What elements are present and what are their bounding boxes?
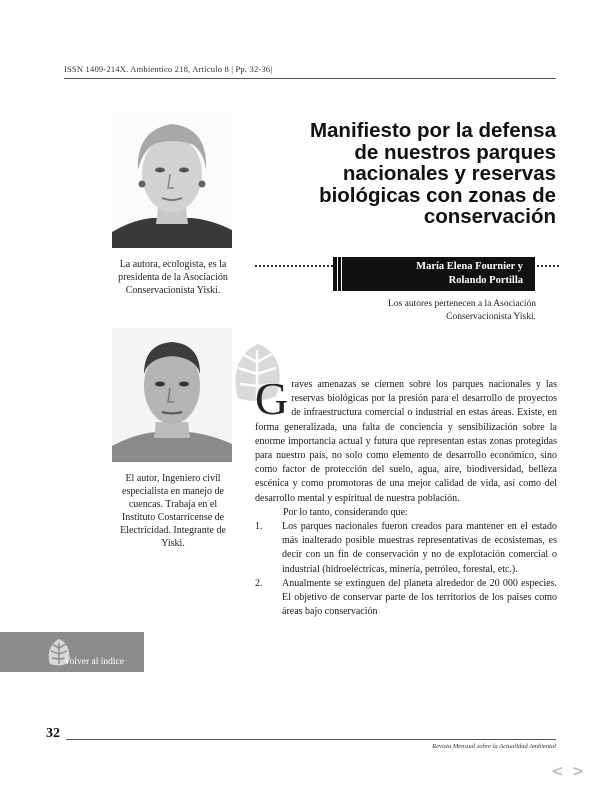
footer-divider (66, 739, 556, 740)
author-names-line-2: Rolando Portilla (448, 275, 523, 286)
list-item (255, 520, 557, 577)
list-item (255, 577, 557, 620)
author-2-caption: El autor, Ingeniero civil especialista en manejo de cuencas. Trabaja en el Instituto Costarricense de Electricidad. Integrante de Yiski. (120, 473, 226, 549)
author-box-accent (338, 257, 341, 291)
author-names-box (342, 257, 535, 291)
header-citation: ISSN 1409-214X. Ambientico 218, Artículo 8 | Pp. 32-36| (64, 64, 273, 74)
header-divider (64, 78, 556, 79)
back-to-index-button[interactable] (0, 632, 144, 672)
intro-paragraph (255, 373, 557, 506)
list-item-number: 1. (255, 521, 263, 533)
author-box-accent (333, 257, 337, 291)
list-item-number: 2. (255, 577, 263, 589)
back-to-index-label: Volver al índice (64, 657, 124, 667)
intro-text: raves amenazas se ciernen sobre los parques nacionales y las reservas biológicas por la presión para el desarrollo de proyectos de infraestructura comercial o industrial en estas áreas. Existe, en forma generalizada, una falta de conciencia y sensibilización sobre la enorme importancia actual y futura que representan estas zonas protegidas para nuestro país, no solo como elemento de desarrollo económico, sino como factor de protección del suelo, agua, aire, biodiversidad, belleza escénica y como promotoras de una mejor calidad de vida, así como del desarrollo mental y espiritual de nuestra población. (255, 379, 557, 504)
page-number: 32 (46, 726, 60, 741)
dotted-divider-right (537, 265, 559, 267)
drop-cap: G (255, 373, 289, 424)
author-photo-1 (112, 112, 232, 248)
article-title: Manifiesto por la defensa de nuestros parques nacionales y reservas biológicas con zonas de conservación (309, 119, 556, 228)
author-photo-2 (112, 328, 232, 462)
considering-paragraph: Por lo tanto, considerando que: (283, 506, 408, 518)
list-item-text: Los parques nacionales fueron creados para mantener en el estado más inalterado posible muestras representativas de ecosistemas, es decir con un fin de conservación y no de explotación comercial o industrial (hidroeléctricas, minería, petróleo, forestal, etc.). (282, 521, 557, 575)
next-page-button[interactable]: > (572, 762, 585, 780)
previous-page-button[interactable]: < (551, 762, 564, 780)
author-names-line-1: María Elena Fournier y (416, 261, 523, 272)
journal-tagline: Revista Mensual sobre la Actualidad Ambiental (432, 743, 556, 750)
author-1-caption: La autora, ecologista, es la presidenta de la Asociación Conservacionista Yiski. (118, 259, 228, 296)
author-affiliation: Los autores pertenecen a la Asociación Conservacionista Yiski. (388, 299, 536, 322)
dotted-divider-left (255, 265, 333, 267)
list-item-text: Anualmente se extinguen del planeta alrededor de 20 000 especies. El objetivo de conservar parte de los territorios de los países como áreas bajo conservación (282, 577, 557, 618)
article-body (255, 373, 557, 619)
